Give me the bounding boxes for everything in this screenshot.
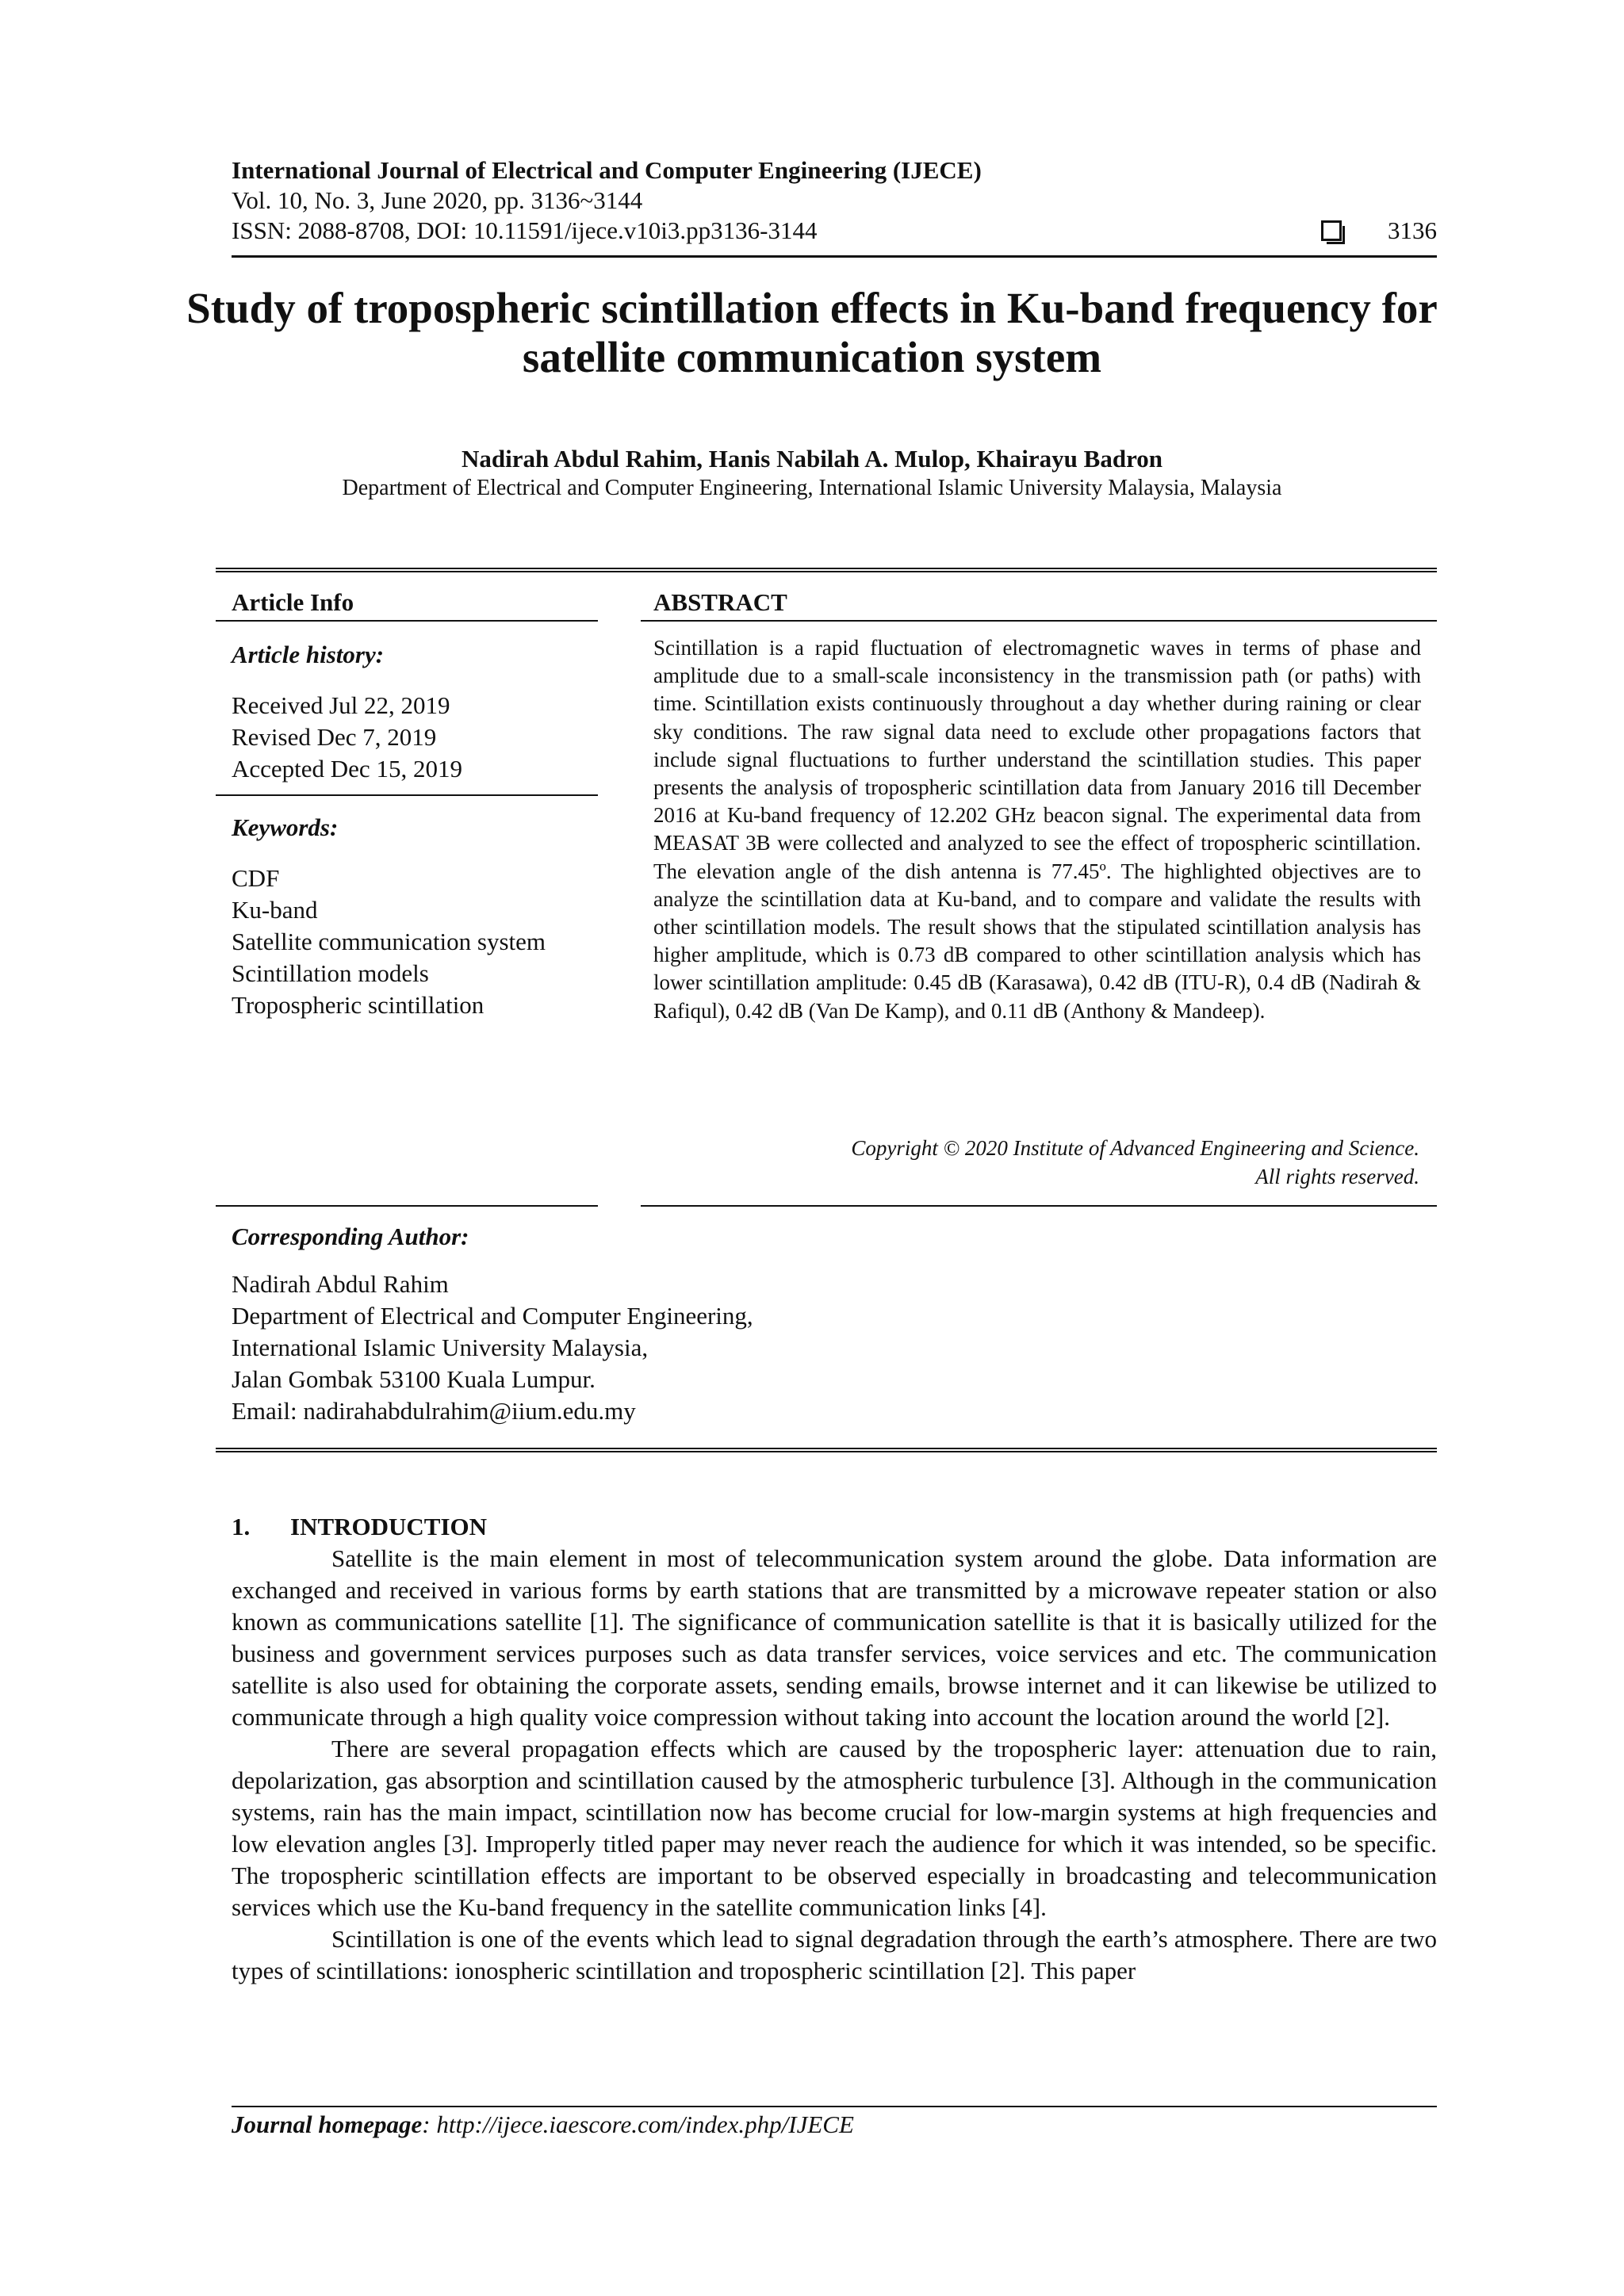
bottom-double-rule bbox=[216, 1448, 1437, 1452]
journal-homepage bbox=[232, 2109, 854, 2141]
introduction-heading bbox=[232, 1511, 487, 1543]
page-number-block bbox=[1321, 216, 1437, 246]
keyword-item: Ku-band bbox=[232, 896, 318, 924]
intro-paragraph: Scintillation is one of the events which lead to signal degradation through the earth’s atmosphere. There are two types of scintillations: ionospheric scintillation and tropospheric scintillation [2]. This paper bbox=[232, 1925, 1437, 1984]
article-history-list bbox=[232, 690, 596, 785]
footer-rule bbox=[232, 2106, 1437, 2107]
history-rule bbox=[216, 794, 598, 796]
article-info-label: Article Info bbox=[232, 588, 354, 616]
copyright-notice bbox=[653, 1134, 1419, 1191]
corresponding-heading: Corresponding Author: bbox=[232, 1223, 469, 1250]
abstract-text: Scintillation is a rapid fluctuation of electromagnetic waves in terms of phase and amplitude due to a small-scale inconsistency in the transmission path (or paths) with time. Scintillation exists continuously throughout a day whether during raining or clear sky conditions. The raw signal data need to exclude other propagations factors that include signal fluctuations to further understand the scintillation studies. This paper presents the analysis of tropospheric scintillation data from January 2016 till December 2016 at Ku-band frequency of 12.202 GHz beacon signal. The experimental data from MEASAT 3B were collected and analyzed to see the effect of tropospheric scintillation. The elevation angle of the dish antenna is 77.45º. The highlighted objectives are to analyze the scintillation data at Ku-band, and to compare and validate the results with other scintillation models. The result shows that the stipulated scintillation analysis has higher amplitude, which is 0.73 dB compared to other scintillation analysis which has lower scintillation amplitude: 0.45 dB (Karasawa), 0.42 dB (ITU-R), 0.4 dB (Nadirah & Rafiqul), 0.42 dB (Van De Kamp), and 0.11 dB (Anthony & Mandeep). bbox=[653, 636, 1421, 1023]
corresponding-email: Email: nadirahabdulrahim@iium.edu.my bbox=[232, 1397, 636, 1425]
corresponding-name: Nadirah Abdul Rahim bbox=[232, 1270, 449, 1298]
page-number: 3136 bbox=[1388, 216, 1437, 244]
keyword-item: Satellite communication system bbox=[232, 928, 546, 955]
history-revised: Revised Dec 7, 2019 bbox=[232, 723, 437, 751]
abstract-rule bbox=[641, 620, 1437, 622]
section-title: INTRODUCTION bbox=[290, 1513, 488, 1540]
keyword-item: Scintillation models bbox=[232, 959, 429, 987]
corresponding-univ: International Islamic University Malaysia, bbox=[232, 1334, 649, 1361]
abstract-heading: ABSTRACT bbox=[653, 588, 787, 616]
copyright-line-2: All rights reserved. bbox=[1255, 1165, 1419, 1188]
corresponding-dept: Department of Electrical and Computer Engineering, bbox=[232, 1302, 753, 1330]
paper-affiliation: Department of Electrical and Computer Engineering, International Islamic University Malaysia, Malaysia bbox=[342, 476, 1282, 500]
intro-paragraph: Satellite is the main element in most of telecommunication system around the globe. Data information are exchanged and received in various forms by earth stations that are transmitted by a microwave repeater station or also known as communications satellite [1]. The significance of communication satellite is that it is basically utilized for the business and government services purposes such as data transfer services, voice services and etc. The communication satellite is also used for obtaining the corporate assets, sending emails, browse internet and it can likewise be utilized to communicate through a high quality voice compression without taking into account the location around the world [2]. bbox=[232, 1544, 1437, 1731]
journal-name: International Journal of Electrical and Computer Engineering (IJECE) bbox=[232, 156, 982, 184]
keywords-block bbox=[232, 812, 596, 1021]
abstract-bottom-rule bbox=[641, 1205, 1437, 1207]
top-double-rule bbox=[216, 568, 1437, 572]
journal-volume: Vol. 10, No. 3, June 2020, pp. 3136~3144 bbox=[232, 186, 643, 214]
corresponding-address: Jalan Gombak 53100 Kuala Lumpur. bbox=[232, 1365, 596, 1393]
keywords-heading: Keywords: bbox=[232, 813, 339, 841]
corresponding-details bbox=[232, 1269, 1183, 1427]
article-history-heading: Article history: bbox=[232, 641, 385, 668]
introduction-body bbox=[232, 1543, 1437, 1987]
article-history bbox=[232, 639, 596, 785]
paper-title: Study of tropospheric scintillation effects in Ku-band frequency for satellite communication system bbox=[186, 284, 1438, 381]
info-bottom-rule bbox=[216, 1205, 598, 1207]
header-rule bbox=[232, 255, 1437, 258]
history-accepted: Accepted Dec 15, 2019 bbox=[232, 755, 462, 783]
keyword-item: Tropospheric scintillation bbox=[232, 991, 485, 1019]
section-number: 1. bbox=[232, 1513, 251, 1540]
keywords-list bbox=[232, 863, 596, 1021]
article-info-heading bbox=[232, 587, 596, 618]
history-received: Received Jul 22, 2019 bbox=[232, 691, 450, 719]
corresponding-author bbox=[232, 1221, 1183, 1427]
keyword-item: CDF bbox=[232, 864, 280, 892]
copyright-line-1: Copyright © 2020 Institute of Advanced Engineering and Science. bbox=[851, 1136, 1419, 1160]
intro-paragraph: There are several propagation effects which are caused by the tropospheric layer: attenuation due to rain, depolarization, gas absorption and scintillation caused by the atmospheric turbulence [3]. Although in the communication systems, rain has the main impact, scintillation now has become crucial for low-margin systems at high frequencies and low elevation angles [3]. Improperly titled paper may never reach the audience for which it was intended, so be specific. The tropospheric scintillation effects are important to be observed especially in broadcasting and telecommunication services which use the Ku-band frequency in the satellite communication links [4]. bbox=[232, 1735, 1437, 1921]
journal-issn-doi: ISSN: 2088-8708, DOI: 10.11591/ijece.v10i3.pp3136-3144 bbox=[232, 216, 818, 244]
box-icon bbox=[1321, 220, 1342, 241]
homepage-label: Journal homepage bbox=[232, 2110, 423, 2138]
article-info-rule bbox=[216, 620, 598, 622]
paper-authors: Nadirah Abdul Rahim, Hanis Nabilah A. Mulop, Khairayu Badron bbox=[461, 445, 1163, 473]
homepage-url[interactable]: : http://ijece.iaescore.com/index.php/IJECE bbox=[422, 2110, 854, 2138]
